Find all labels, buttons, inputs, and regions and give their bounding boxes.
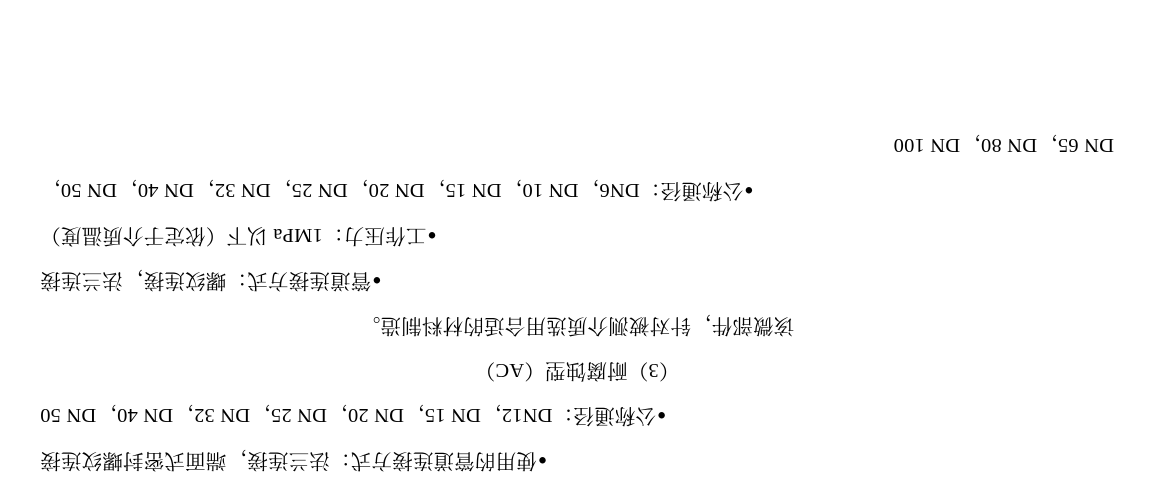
document-line <box>40 212 1115 257</box>
bullet-icon: ● <box>427 227 437 243</box>
line-text: 公称通径：DN6，DN 10，DN 15，DN 20，DN 25，DN 32，DN 40，DN 50， <box>40 179 744 201</box>
line-text: （3）耐腐蚀型（AC） <box>474 359 680 381</box>
document-line <box>40 122 1115 167</box>
document-line <box>40 257 1115 302</box>
document-line <box>40 437 1115 482</box>
bullet-icon: ● <box>372 272 382 288</box>
line-text: 公称通径：DN12，DN 15，DN 20，DN 25，DN 32，DN 40，DN 50 <box>40 404 657 426</box>
line-text: 工作压力：1MPa 以下（依定于介质温度） <box>40 224 427 246</box>
line-text: 该微部件，针对被测介质选用合适的材料制造。 <box>359 314 795 336</box>
document-line <box>40 392 1115 437</box>
document-line <box>40 167 1115 212</box>
document-line <box>40 302 1115 347</box>
document-line <box>40 347 1115 392</box>
bullet-icon: ● <box>657 407 667 423</box>
line-text: DN 65，DN 80，DN 100 <box>893 134 1114 156</box>
bullet-icon: ● <box>744 182 754 198</box>
bullet-icon: ● <box>537 452 548 468</box>
line-text: 管道连接方式：螺纹连接，法兰连接 <box>40 269 372 291</box>
line-text: 使用的管道连接方式：法兰连接，端面式密封螺纹连接 <box>40 449 537 471</box>
